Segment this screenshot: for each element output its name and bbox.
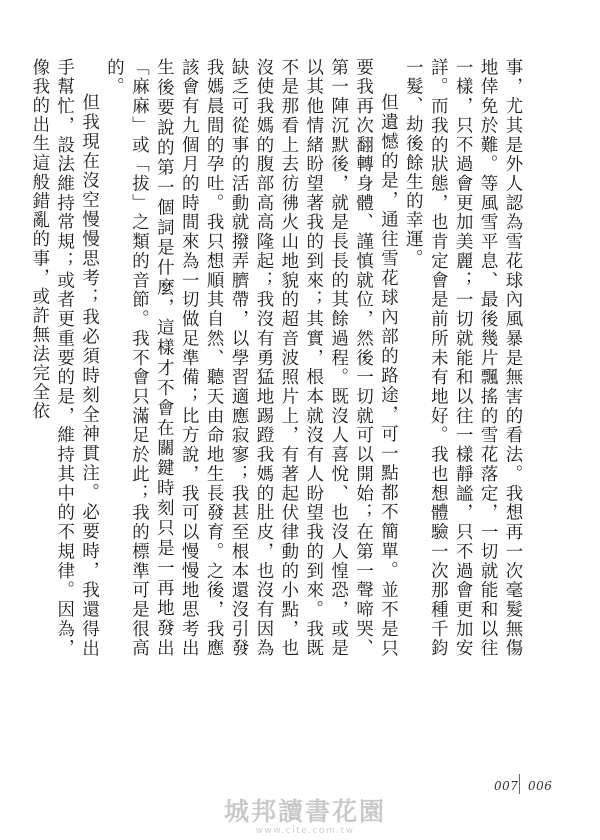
page-number-left: 007 [494, 779, 519, 793]
publisher-watermark [180, 798, 430, 838]
watermark-title: 城邦讀書花園 [223, 797, 386, 826]
page-number-right: 006 [528, 779, 553, 793]
paragraph-1: 事，尤其是外人認為雪花球內風暴是無害的看法。我想再一次毫髮無傷地倖免於難。等風雪平息、最後幾片飄搖的雪花落定，一切就能和以往一樣，只不過會更加美麗；一切就能和以往一樣靜謐，只不過會更加安詳。而我的狀態，也肯定會是前所未有地好。我也想體驗一次那種千鈞一髮、劫後餘生的幸運。 [402, 58, 522, 658]
paragraph-2: 但遺憾的是，通往雪花球內部的路途，可一點都不簡單。並不是只要我再次翻轉身體、謹慎就位，然後一切就可以開始；在第一聲啼哭、第一陣沉默後，就是長長的其餘過程。既沒人喜悅、也沒人惶恐，或是以其他情緒盼望著我的到來；其實，根本就沒有人盼望我的到來。我既不是那看上去彷彿火山地貌的超音波照片上，有著起伏律動的小點，也沒使我媽的腹部高高隆起；我沒有勇猛地踢蹬我媽的肚皮，也沒有因為缺乏可從事的活動就撥弄臍帶，以學習適應寂寥；我甚至根本還沒引發我媽晨間的孕吐。我只想順其自然、聽天由命地生長發育。之後，我應該會有九個月的時間來為一切做足準備；比方說，我可以慢慢地思考出生後要說的第一個詞是什麼，這樣才不會在關鍵時刻只是一再地發出「麻麻」或「拔」之類的音節。我不會只滿足於此；我的標準可是很高的。 [103, 58, 398, 658]
page-number-divider [519, 774, 520, 794]
watermark-url: www.cite.com.tw [255, 826, 355, 836]
paragraph-3: 但我現在沒空慢慢思考；我必須時刻全神貫注。必要時，我還得出手幫忙，設法維持常規；或者更重要的是，維持其中的不規律。因為，像我的出生這般錯亂的事，或許無法完全依 [28, 58, 99, 658]
vertical-body-text [28, 58, 524, 658]
